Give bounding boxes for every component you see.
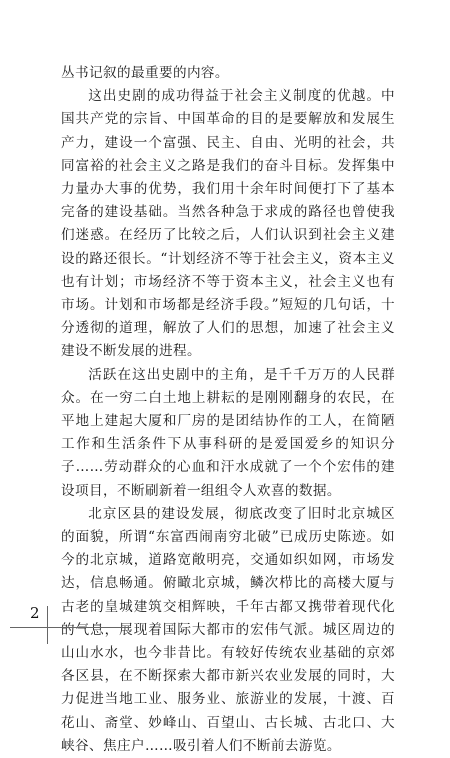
paragraph-beijing-development: 北京区县的建设发展，彻底改变了旧时北京城区的面貌，所谓“东富西闹南穷北破”已成历史陈迹。如今的北京城，道路宽敞明亮，交通如织如网，市场发达，信息畅通。俯瞰北京城，鳞次栉比的高楼大厦与古老的皇城建筑交相辉映，千年古都又携带着现代化的气息，展现着国际大都市的宏伟气派。城区周边的山山水水，也今非昔比。有较好传统农业基础的京郊各区县，在不断探索大都市新兴农业发展的同时，大力促进当地工业、服务业、旅游业的发展，十渡、百花山、斋堂、妙峰山、百望山、古长城、古北口、大峡谷、焦庄户……吸引着人们不断前去游览。 — [61, 505, 395, 754]
footer-tick-mark — [47, 606, 48, 644]
footer-rule — [10, 627, 130, 628]
body-text — [61, 62, 395, 758]
page-number: 2 — [30, 604, 40, 622]
paragraph-socialist-system: 这出史剧的成功得益于社会主义制度的优越。中国共产党的宗旨、中国革命的目的是要解放和发展生产力，建设一个富强、民主、自由、光明的社会，共同富裕的社会主义之路是我们的奋斗目标。发挥集中力量办大事的优势，我们用十余年时间便打下了基本完备的建设基础。当然各种急于求成的路径也曾使我们迷惑。在经历了比较之后，人们认识到社会主义建设的路还很长。“计划经济不等于社会主义，资本主义也有计划；市场经济不等于资本主义，社会主义也有市场。计划和市场都是经济手段。”短短的几句话，十分透彻的道理，解放了人们的思想，加速了社会主义建设不断发展的进程。 — [61, 88, 395, 360]
paragraph-continuation: 丛书记叙的最重要的内容。 — [61, 65, 229, 81]
paragraph-people-masses: 活跃在这出史剧中的主角，是千千万万的人民群众。在一穷二白土地上耕耘的是刚刚翻身的农民，在平地上建起大厦和厂房的是团结协作的工人，在简陋工作和生活条件下从事科研的是爱国爱乡的知识分子……劳动群众的心血和汗水成就了一个个宏伟的建设项目，不断刷新着一组组令人欢喜的数据。 — [61, 366, 395, 499]
